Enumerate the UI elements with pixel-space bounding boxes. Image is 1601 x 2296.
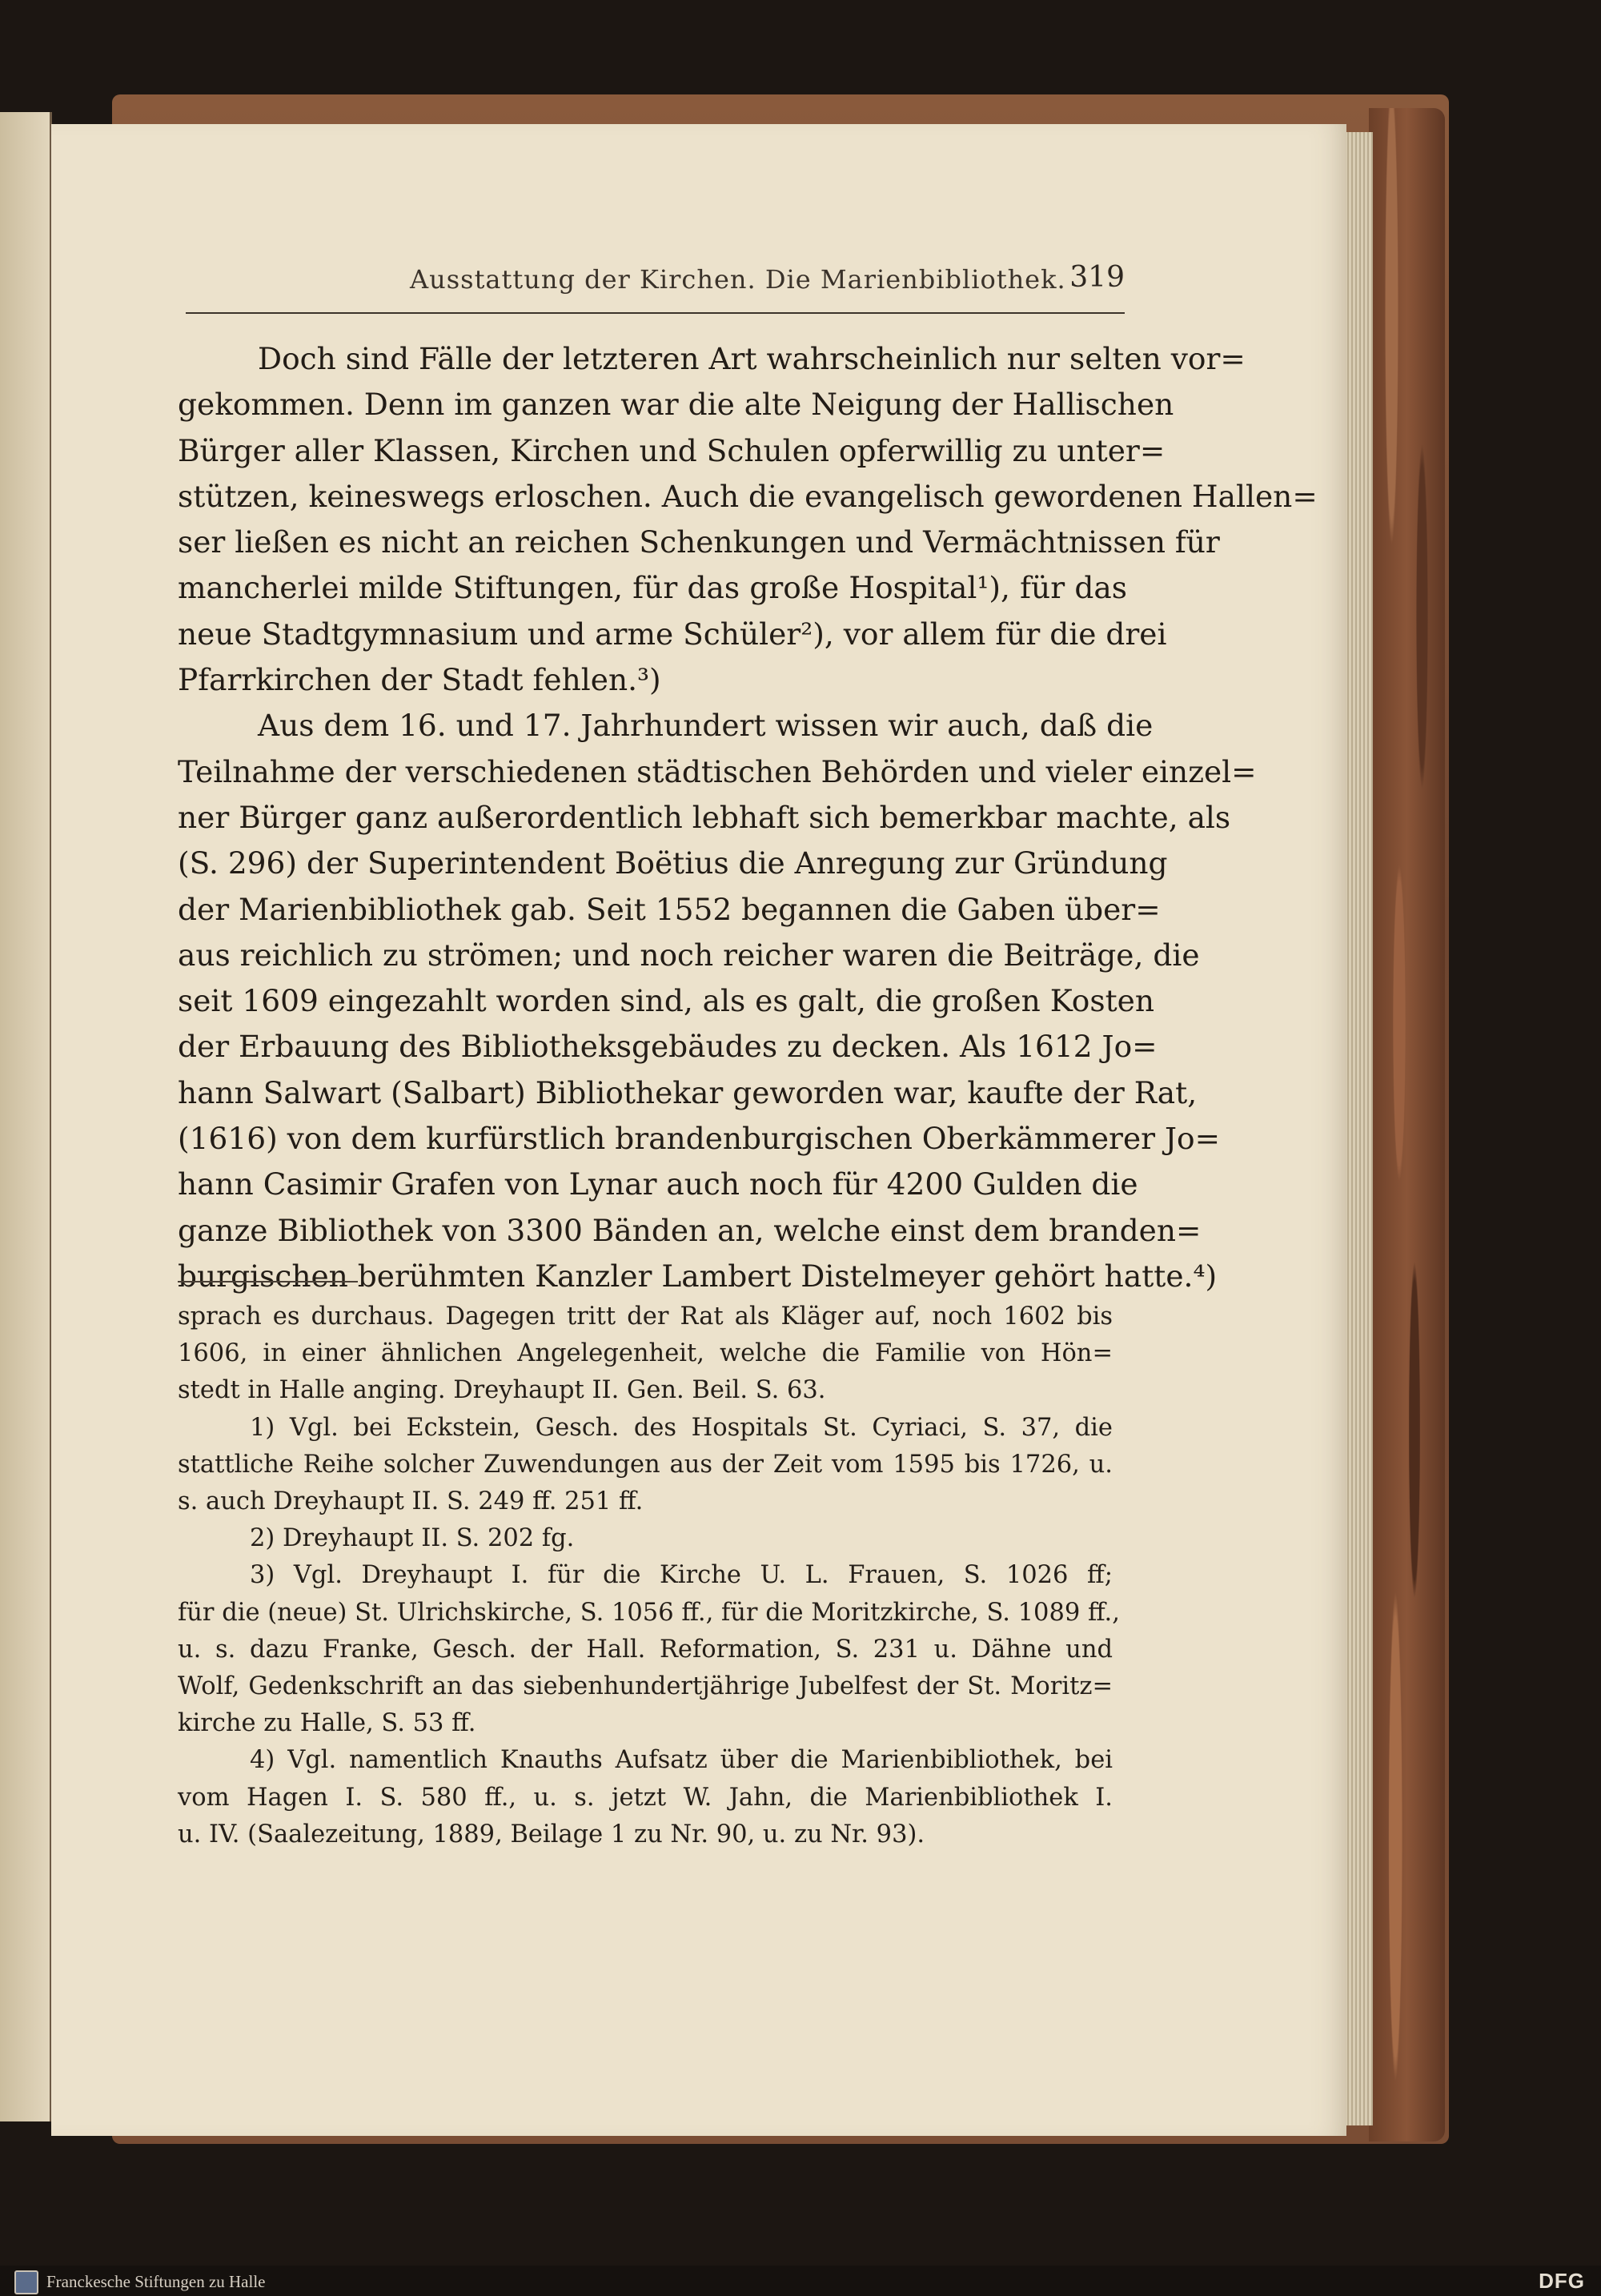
body-line: Pfarrkirchen der Stadt fehlen.³): [178, 662, 661, 698]
body-line: (1616) von dem kurfürstlich brandenburgischen Oberkämmerer Jo=: [178, 1121, 1221, 1157]
body-line: hann Casimir Grafen von Lynar auch noch für 4200 Gulden die: [178, 1166, 1138, 1202]
body-text: [178, 336, 1318, 1299]
body-line: der Erbauung des Bibliotheksgebäudes zu decken. Als 1612 Jo=: [178, 1029, 1158, 1065]
footnotes: [178, 1299, 1120, 1853]
body-line: seit 1609 eingezahlt worden sind, als es galt, die großen Kosten: [178, 983, 1154, 1019]
footnote-line: vom Hagen I. S. 580 ff., u. s. jetzt W. Jahn, die Marienbibliothek I.: [178, 1783, 1113, 1812]
body-line: burgischen berühmten Kanzler Lambert Distelmeyer gehört hatte.⁴): [178, 1258, 1218, 1294]
running-head-title: Ausstattung der Kirchen. Die Marienbibliothek.: [410, 264, 1066, 295]
body-line: stützen, keineswegs erloschen. Auch die evangelisch gewordenen Hallen=: [178, 478, 1318, 514]
body-line: (S. 296) der Superintendent Boëtius die Anregung zur Gründung: [178, 845, 1168, 881]
foundation-emblem-icon: [14, 2270, 38, 2294]
footnote-line: 1606, in einer ähnlichen Angelegenheit, welche die Familie von Hön=: [178, 1339, 1113, 1368]
body-line: gekommen. Denn im ganzen war die alte Neigung der Hallischen: [178, 387, 1174, 423]
body-line: aus reichlich zu strömen; und noch reicher waren die Beiträge, die: [178, 937, 1200, 973]
footnote-line: stattliche Reihe solcher Zuwendungen aus der Zeit vom 1595 bis 1726, u.: [178, 1450, 1113, 1479]
footnote-line: 1) Vgl. bei Eckstein, Gesch. des Hospitals St. Cyriaci, S. 37, die: [250, 1413, 1113, 1442]
body-line: Bürger aller Klassen, Kirchen und Schulen opferwillig zu unter=: [178, 432, 1166, 468]
body-line: ser ließen es nicht an reichen Schenkungen und Vermächtnissen für: [178, 524, 1220, 560]
footnote-line: 2) Dreyhaupt II. S. 202 fg.: [250, 1524, 575, 1553]
footnote-line: Wolf, Gedenkschrift an das siebenhundertjährige Jubelfest der St. Moritz=: [178, 1672, 1113, 1701]
body-line: neue Stadtgymnasium und arme Schüler²), vor allem für die drei: [178, 616, 1167, 652]
institution-name: Franckesche Stiftungen zu Halle: [46, 2272, 266, 2291]
running-head: [186, 261, 1125, 314]
body-line: hann Salwart (Salbart) Bibliothekar geworden war, kaufte der Rat,: [178, 1074, 1198, 1110]
body-line: ner Bürger ganz außerordentlich lebhaft sich bemerkbar machte, als: [178, 799, 1231, 835]
dfg-logo: DFG: [1539, 2269, 1585, 2293]
footnote-line: s. auch Dreyhaupt II. S. 249 ff. 251 ff.: [178, 1487, 644, 1516]
body-line: Teilnahme der verschiedenen städtischen Behörden und vieler einzel=: [178, 753, 1257, 789]
body-line: Doch sind Fälle der letzteren Art wahrscheinlich nur selten vor=: [258, 341, 1246, 376]
body-line: Aus dem 16. und 17. Jahrhundert wissen wir auch, daß die: [258, 708, 1154, 744]
page-number: 319: [1069, 261, 1125, 294]
footnote-line: stedt in Halle anging. Dreyhaupt II. Gen. Beil. S. 63.: [178, 1376, 826, 1405]
viewer-footer: [0, 2266, 1601, 2296]
footnote-line: sprach es durchaus. Dagegen tritt der Rat als Kläger auf, noch 1602 bis: [178, 1303, 1113, 1331]
facing-page-edge: [0, 112, 52, 2121]
marbled-edge: [1369, 108, 1445, 2141]
body-line: mancherlei milde Stiftungen, für das große Hospital¹), für das: [178, 570, 1127, 606]
footnote-line: u. IV. (Saalezeitung, 1889, Beilage 1 zu Nr. 90, u. zu Nr. 93).: [178, 1820, 925, 1848]
body-line: der Marienbibliothek gab. Seit 1552 begannen die Gaben über=: [178, 891, 1161, 927]
footnote-line: 4) Vgl. namentlich Knauths Aufsatz über die Marienbibliothek, bei: [250, 1746, 1113, 1775]
footnote-line: u. s. dazu Franke, Gesch. der Hall. Reformation, S. 231 u. Dähne und: [178, 1635, 1113, 1664]
footnote-line: 3) Vgl. Dreyhaupt I. für die Kirche U. L. Frauen, S. 1026 ff;: [250, 1561, 1113, 1590]
footnote-line: kirche zu Halle, S. 53 ff.: [178, 1709, 476, 1738]
footnote-rule: [178, 1281, 358, 1282]
footnote-line: für die (neue) St. Ulrichskirche, S. 1056 ff., für die Moritzkirche, S. 1089 ff.,: [178, 1598, 1120, 1627]
body-line: ganze Bibliothek von 3300 Bänden an, welche einst dem branden=: [178, 1212, 1202, 1248]
